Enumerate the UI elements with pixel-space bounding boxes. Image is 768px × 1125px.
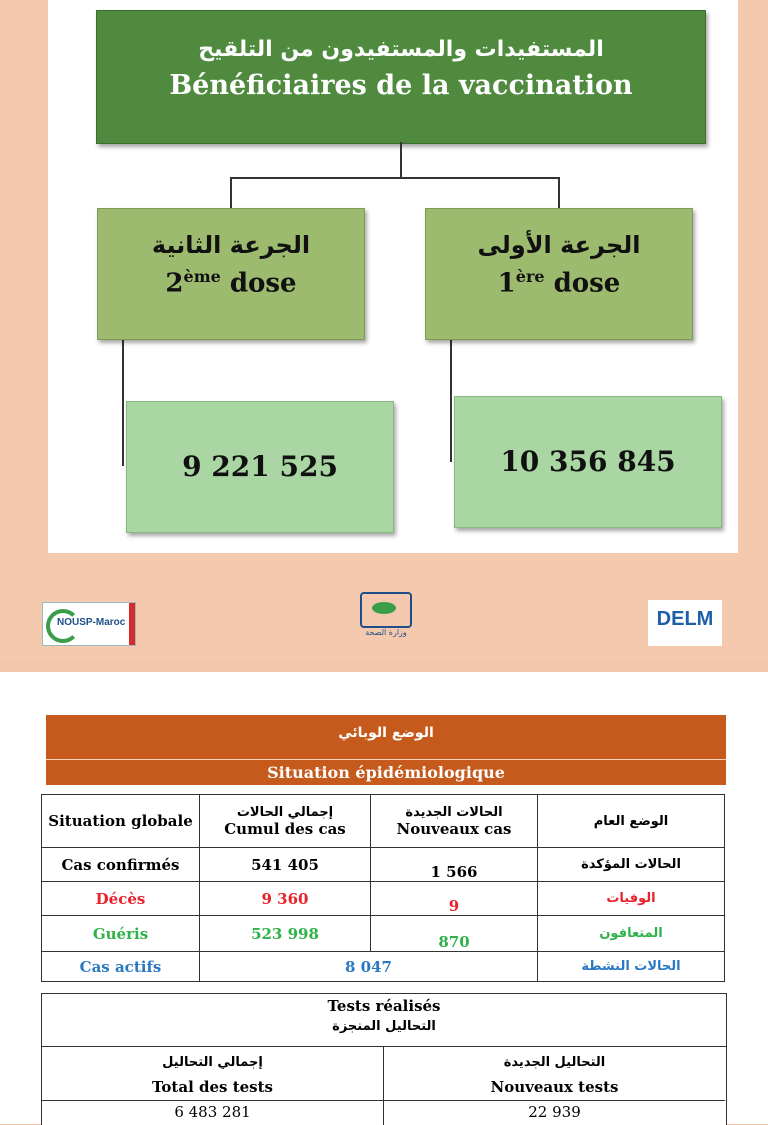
table-row	[42, 882, 725, 916]
tests-header	[42, 994, 726, 1047]
connector-line	[400, 142, 402, 178]
ministry-emblem-icon	[360, 592, 412, 628]
dose1-box	[425, 208, 693, 340]
connector-line	[558, 177, 560, 209]
tests-title-ar: التحاليل المنجزة	[332, 1019, 436, 1034]
tests-total-ar: إجمالي التحاليل	[162, 1055, 263, 1070]
dose1-label-ar: الجرعة الأولى	[477, 231, 641, 259]
nousp-logo	[42, 602, 136, 646]
dose1-label-fr: 1ère dose	[497, 267, 621, 299]
dose2-value: 9 221 525	[126, 401, 394, 533]
tests-table	[41, 993, 727, 1125]
tests-title-fr: Tests réalisés	[327, 997, 441, 1015]
connector-line	[450, 340, 452, 462]
vaccination-title-ar: المستفيدات والمستفيدون من التلقيح	[198, 37, 604, 62]
row-label-ar: المتعافون	[538, 916, 725, 952]
row-label-ar: الحالات المؤكدة	[538, 848, 725, 882]
tests-new-ar: التحاليل الجديدة	[503, 1055, 606, 1070]
row-label-fr: Guéris	[42, 916, 200, 952]
row-new: 870	[371, 916, 538, 952]
row-cumul: 541 405	[200, 848, 371, 882]
vaccination-title-box	[96, 10, 706, 144]
connector-line	[230, 177, 560, 179]
dose1-value: 10 356 845	[454, 396, 722, 528]
tests-total-value: 6 483 281	[42, 1100, 383, 1121]
table-header-row	[42, 795, 725, 848]
tests-total-fr: Total des tests	[151, 1078, 273, 1096]
table-row	[42, 848, 725, 882]
epidemio-title-fr: Situation épidémiologique	[267, 763, 505, 782]
header-cumul: إجمالي الحالات Cumul des cas	[200, 795, 371, 848]
dose2-box	[97, 208, 365, 340]
row-new: 9	[371, 882, 538, 916]
dose2-label-ar: الجرعة الثانية	[151, 231, 311, 259]
connector-line	[230, 177, 232, 209]
header-new: الحالات الجديدة Nouveaux cas	[371, 795, 538, 848]
table-row	[42, 916, 725, 952]
row-label-ar: الوفيات	[538, 882, 725, 916]
connector-line	[122, 340, 124, 466]
epidemio-title-ar: الوضع الوبائي	[338, 725, 434, 741]
ministry-logo	[356, 592, 416, 654]
tests-new-column	[384, 1047, 725, 1125]
active-value: 8 047	[200, 952, 538, 982]
active-label-fr: Cas actifs	[42, 952, 200, 982]
epidemio-banner	[46, 715, 726, 785]
tests-new-value: 22 939	[384, 1100, 725, 1121]
epidemio-table	[41, 794, 725, 982]
row-cumul: 523 998	[200, 916, 371, 952]
vaccination-title-fr: Bénéficiaires de la vaccination	[169, 70, 633, 101]
delm-logo	[648, 600, 722, 646]
row-cumul: 9 360	[200, 882, 371, 916]
dose2-label-fr: 2ème dose	[165, 267, 297, 299]
ministry-logo-text: وزارة الصحة	[365, 628, 407, 637]
delm-logo-text: DELM	[656, 608, 714, 630]
header-global-ar: الوضع العام	[538, 795, 725, 848]
active-label-ar: الحالات النشطة	[538, 952, 725, 982]
tests-total-column	[42, 1047, 384, 1125]
row-new: 1 566	[371, 848, 538, 882]
tests-new-fr: Nouveaux tests	[490, 1078, 619, 1096]
header-global-fr: Situation globale	[42, 795, 200, 848]
row-label-fr: Cas confirmés	[42, 848, 200, 882]
row-label-fr: Décès	[42, 882, 200, 916]
nousp-logo-text: NOUSP-Maroc	[57, 617, 126, 628]
table-row	[42, 952, 725, 982]
